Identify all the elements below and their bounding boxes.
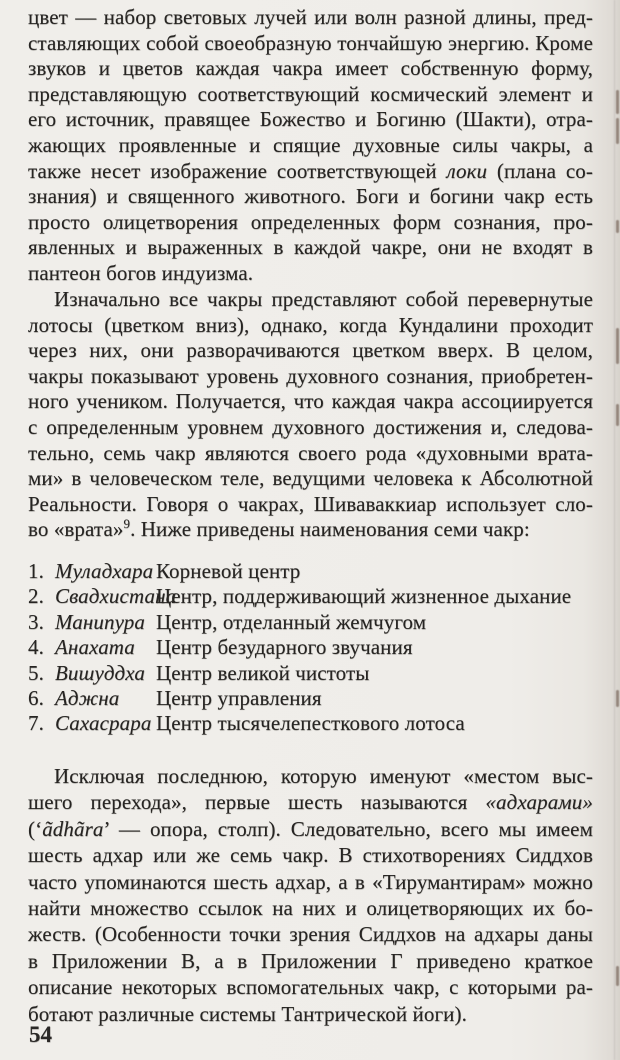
scan-edge-line <box>614 0 616 1060</box>
scan-edge-mark <box>616 690 619 707</box>
scan-edge-mark <box>616 90 619 114</box>
chakra-list-item <box>28 584 593 609</box>
text-line <box>28 948 593 974</box>
text-line <box>28 287 593 313</box>
text-span: ботают различные системы Тантрической йоги). <box>28 1001 467 1026</box>
text-span: Исключая последнюю, которую именуют «местом выс- <box>54 764 593 788</box>
text-line <box>28 869 593 895</box>
chakra-description: Центр, поддерживающий жизненное дыхание <box>156 584 572 609</box>
text-span: цвет — набор световых лучей или волн разной длины, пред- <box>28 5 593 29</box>
text-span: через них, они разворачиваются цветком вверх. В целом, <box>28 338 593 363</box>
chakra-name: Вишуддха <box>55 660 146 685</box>
footnote-reference: 9 <box>123 516 131 532</box>
paragraph-intro-chakra-properties <box>28 5 593 287</box>
text-line <box>28 466 593 492</box>
chakra-name: Сахасрара <box>55 711 152 736</box>
chakra-name: Аджна <box>55 686 120 711</box>
scan-edge-mark <box>616 220 619 233</box>
scan-edge-mark <box>616 404 619 426</box>
text-span: шего перехода», первые шесть называются <box>28 790 486 815</box>
chakra-list-item <box>28 635 593 660</box>
text-line <box>28 974 593 1000</box>
text-span: в Приложении В, а в Приложении Г приведено краткое <box>28 948 593 973</box>
text-line <box>28 133 593 159</box>
text-span: знания) и священного животного. Боги и богини чакр есть <box>28 184 593 209</box>
scan-edge-mark <box>616 118 619 144</box>
text-span: шесть адхар или же семь чакр. В стихотворениях Сиддхов <box>28 843 593 868</box>
chakra-description: Центр безударного звучания <box>156 635 413 660</box>
text-line <box>28 441 593 467</box>
text-line <box>28 816 593 842</box>
text-span: жеств. (Особенности точки зрения Сиддхов на адхары даны <box>28 922 593 947</box>
chakra-description: Корневой центр <box>156 559 301 583</box>
text-line <box>28 313 593 339</box>
text-span: (‘ <box>28 816 43 841</box>
text-span: описание некоторых вспомогательных чакр, с которыми ра- <box>28 975 593 1000</box>
chakra-number: 4. <box>28 635 44 660</box>
scan-edge-mark <box>616 966 619 986</box>
chakra-number: 1. <box>28 559 44 583</box>
text-span: ного учеником. Получается, что каждая чакра ассоциируется <box>28 389 593 414</box>
text-span: явленных и выраженных в каждой чакре, они не входят в <box>28 235 593 260</box>
text-span: ми» в человеческом теле, ведущими человека к Абсолютной <box>28 466 593 491</box>
chakra-list-item <box>28 559 593 584</box>
chakra-name: Муладхара <box>55 559 154 583</box>
text-line <box>28 235 593 261</box>
text-line <box>28 415 593 441</box>
chakra-names-list <box>28 559 593 737</box>
text-span: пантеон богов индуизма. <box>28 260 254 285</box>
italic-term: ãdhãra <box>42 816 104 841</box>
text-line <box>28 159 593 185</box>
text-line <box>28 763 593 789</box>
text-line <box>28 56 593 82</box>
chakra-list-item <box>28 711 593 736</box>
italic-term: «адхарами» <box>485 790 593 815</box>
chakra-number: 7. <box>28 711 44 736</box>
chakra-name: Свадхистана <box>55 584 177 609</box>
text-line <box>28 261 593 287</box>
text-line <box>28 842 593 868</box>
text-line <box>28 82 593 108</box>
text-line <box>28 517 593 543</box>
chakra-description: Центр тысячелепесткового лотоса <box>156 711 465 736</box>
text-span: ’ — опора, столп). Следовательно, всего мы имеем <box>103 816 593 841</box>
text-line <box>28 895 593 921</box>
text-span: Изначально все чакры представляют собой перевернутые <box>54 287 593 311</box>
text-span: . Ниже приведены наименования семи чакр: <box>130 517 530 542</box>
text-span: с определенным уровнем духовного достижения и, следова- <box>28 414 593 439</box>
text-span: жающих проявленные и спящие духовные силы чакры, а <box>28 132 593 157</box>
text-line <box>28 210 593 236</box>
chakra-number: 2. <box>28 584 44 609</box>
chakra-name: Анахата <box>55 635 135 660</box>
text-line <box>28 338 593 364</box>
page-number: 54 <box>29 1022 52 1047</box>
text-span: Реальности. Говоря о чакрах, Шиваваккиар использует сло- <box>28 491 593 516</box>
scan-edge-mark <box>616 328 619 364</box>
text-line <box>28 107 593 133</box>
chakra-number: 5. <box>28 660 44 685</box>
text-span: тельно, семь чакр являются своего рода «духовными врата- <box>28 440 593 465</box>
text-span: ставляющих собой своеобразную тончайшую энергию. Кроме <box>28 30 593 55</box>
paragraph-adharas <box>28 763 593 1027</box>
chakra-description: Центр великой чистоты <box>156 660 370 685</box>
paragraph-chakras-as-lotuses <box>28 287 593 543</box>
chakra-number: 3. <box>28 609 44 634</box>
chakra-list-item <box>28 661 593 686</box>
text-line <box>28 184 593 210</box>
text-line <box>28 921 593 947</box>
text-span: (плана со- <box>487 158 593 183</box>
text-span: представляющую соответствующий космический элемент и <box>28 81 593 106</box>
text-line <box>28 389 593 415</box>
chakra-number: 6. <box>28 686 44 711</box>
text-span: во «врата» <box>28 517 124 542</box>
text-span: чакры показывают уровень духовного сознания, приобретен- <box>28 363 593 388</box>
chakra-list-item <box>28 610 593 635</box>
chakra-description: Центр управления <box>156 686 322 711</box>
italic-term: локи <box>446 158 488 183</box>
text-span: также несет изображение соответствующей <box>28 158 447 183</box>
text-span: часто упоминаются шесть адхар, а в «Тирумантирам» можно <box>28 869 593 894</box>
chakra-description: Центр, отделанный жемчугом <box>156 609 427 634</box>
chakra-list-item <box>28 686 593 711</box>
text-span: найти множество ссылок на них и олицетворяющих их бо- <box>28 896 593 921</box>
text-span: звуков и цветов каждая чакра имеет собственную форму, <box>28 56 593 81</box>
text-line <box>28 789 593 815</box>
text-line <box>28 5 593 31</box>
text-line <box>28 1001 593 1027</box>
text-span: лотосы (цветком вниз), однако, когда Кундалини проходит <box>28 312 593 337</box>
chakra-name: Манипура <box>55 609 145 634</box>
text-line <box>28 31 593 57</box>
text-span: просто олицетворения определенных форм сознания, про- <box>28 209 593 234</box>
text-line <box>28 492 593 518</box>
text-line <box>28 364 593 390</box>
text-span: его источник, правящее Божество и Богиню (Шакти), отра- <box>28 107 593 132</box>
